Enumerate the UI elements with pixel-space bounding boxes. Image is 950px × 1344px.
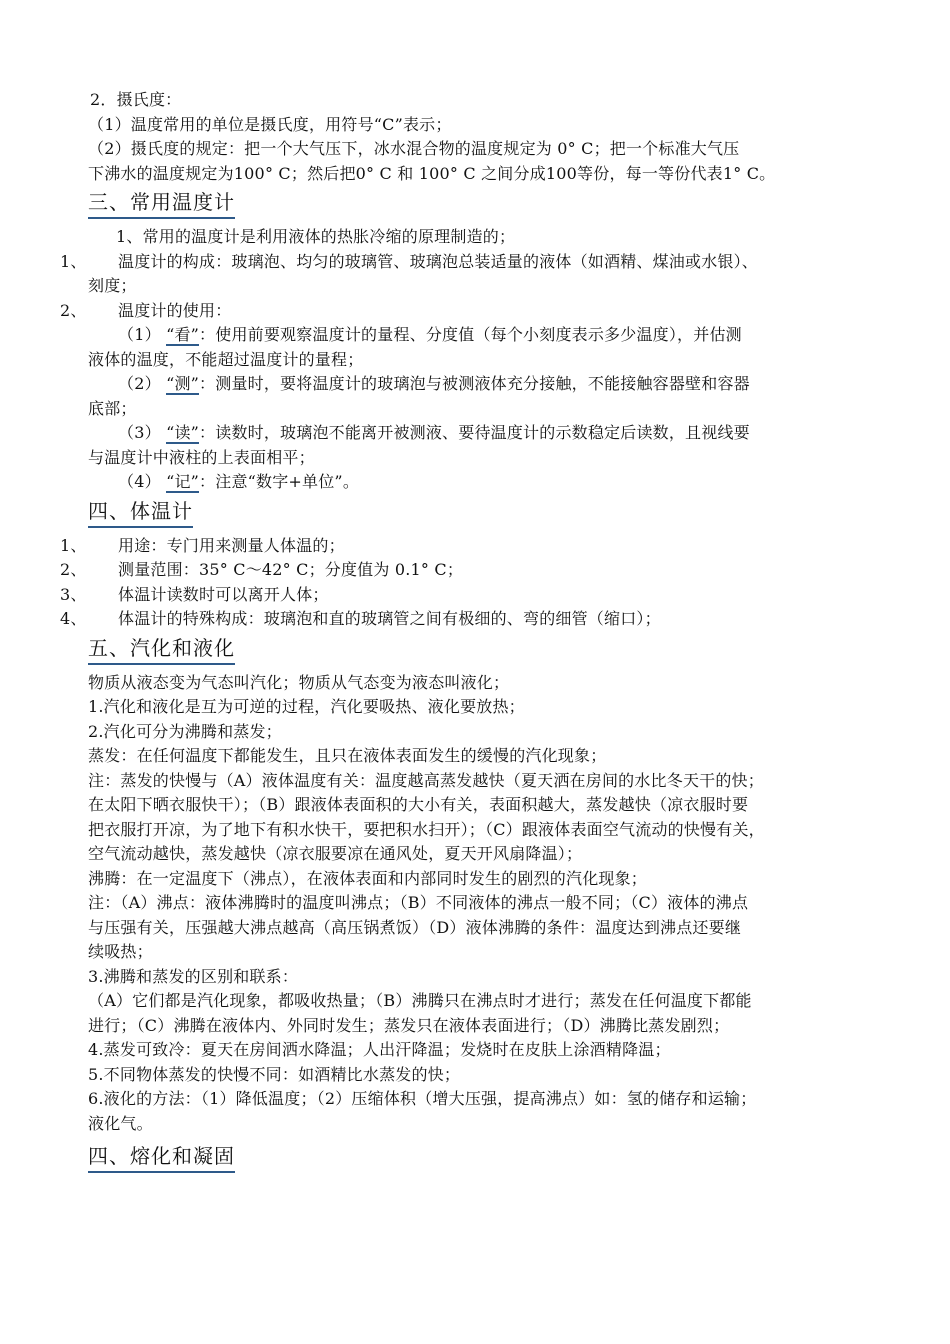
paragraph-line: 液体的温度，不能超过温度计的量程； (88, 349, 364, 369)
section-heading-vaporization: 五、汽化和液化 (88, 634, 235, 665)
paragraph-line: 1、常用的温度计是利用液体的热胀冷缩的原理制造的； (116, 227, 516, 246)
step-text: ：注意“数字+单位”。 (199, 472, 360, 491)
item-text: 温度计的构成：玻璃泡、均匀的玻璃管、玻璃泡总装适量的液体（如酒精、煤油或水银）、 (118, 251, 759, 271)
section-heading-thermometer: 三、常用温度计 (88, 188, 235, 219)
usage-step-read (88, 421, 863, 446)
step-keyword: “看” (166, 325, 200, 344)
numbered-item (60, 250, 863, 275)
paragraph-line: 注：（A）沸点：液体沸腾时的温度叫沸点；（B）不同液体的沸点一般不同；（C）液体的沸点 (88, 893, 749, 912)
paragraph-line: 在太阳下晒衣服快干）；（B）跟液体表面积的大小有关，表面积越大，蒸发越快（凉衣服时要 (88, 795, 749, 814)
usage-step-record (88, 470, 863, 495)
step-number: （2） (118, 374, 161, 393)
usage-step-look (88, 323, 863, 348)
paragraph-line: 5.不同物体蒸发的快慢不同：如酒精比水蒸发的快； (88, 1064, 461, 1084)
step-text: ：读数时，玻璃泡不能离开被测液、要待温度计的示数稳定后读数，且视线要 (199, 423, 750, 442)
step-number: （1） (118, 325, 161, 344)
item-number: 1、 (60, 535, 87, 555)
item-text: 体温计读数时可以离开人体； (118, 584, 329, 604)
paragraph-line: 1.汽化和液化是互为可逆的过程，汽化要吸热、液化要放热； (88, 697, 525, 716)
paragraph-line: 进行；（C）沸腾在液体内、外同时发生；蒸发只在液体表面进行；（D）沸腾比蒸发剧烈； (88, 1015, 730, 1035)
numbered-item (60, 558, 863, 583)
step-keyword: “记” (166, 472, 200, 491)
paragraph-line: （A）它们都是汽化现象，都吸收热量；（B）沸腾只在沸点时才进行；蒸发在任何温度下都能 (88, 991, 752, 1010)
item-text: 温度计的使用： (118, 300, 232, 320)
section-heading-clinical-thermometer: 四、体温计 (88, 497, 193, 528)
numbered-item (60, 299, 863, 324)
item-text: 体温计的特殊构成：玻璃泡和直的玻璃管之间有极细的、弯的细管（缩口）； (118, 609, 661, 628)
numbered-item (60, 607, 863, 632)
paragraph-line: 与温度计中液柱的上表面相平； (88, 447, 315, 467)
paragraph-line: （2）摄氏度的规定：把一个大气压下，冰水混合物的温度规定为 0° C；把一个标准大气压 (88, 139, 740, 158)
item-number: 2、 (60, 300, 87, 320)
document-page (60, 88, 863, 1179)
step-text: ：测量时，要将温度计的玻璃泡与被测液体充分接触，不能接触容器壁和容器 (199, 374, 750, 393)
numbered-item (60, 534, 863, 559)
section-heading-melting: 四、熔化和凝固 (88, 1142, 235, 1173)
item-number: 2、 (60, 560, 87, 579)
numbered-item (60, 583, 863, 608)
paragraph-line: 刻度； (88, 276, 137, 295)
item-text: 测量范围：35° C～42° C；分度值为 0.1° C； (118, 560, 464, 579)
paragraph-line: 蒸发：在任何温度下都能发生，且只在液体表面发生的缓慢的汽化现象； (88, 746, 607, 765)
step-text: ：使用前要观察温度计的量程、分度值（每个小刻度表示多少温度），并估测 (199, 325, 742, 344)
step-keyword: “测” (166, 374, 200, 393)
paragraph-line: 4.蒸发可致冷：夏天在房间洒水降温；人出汗降温；发烧时在皮肤上涂酒精降温； (88, 1040, 671, 1059)
item-number: 1、 (60, 251, 87, 271)
paragraph-line: 2.汽化可分为沸腾和蒸发； (88, 721, 282, 741)
section-2-title: 2．摄氏度： (90, 90, 182, 109)
paragraph-line: 续吸热； (88, 942, 153, 961)
paragraph-line: 底部； (88, 398, 137, 418)
paragraph-line: 空气流动越快，蒸发越快（凉衣服要凉在通风处，夏天开风扇降温）； (88, 844, 583, 863)
paragraph-line: 物质从液态变为气态叫汽化；物质从气态变为液态叫液化； (88, 672, 510, 692)
step-number: （4） (118, 472, 161, 491)
paragraph-line: 沸腾：在一定温度下（沸点），在液体表面和内部同时发生的剧烈的汽化现象； (88, 868, 648, 888)
paragraph-line: 6.液化的方法：（1）降低温度；（2）压缩体积（增大压强，提高沸点）如：氢的储存和运输； (88, 1089, 757, 1108)
paragraph-line: 3.沸腾和蒸发的区别和联系： (88, 966, 299, 986)
paragraph-line: 注：蒸发的快慢与（A）液体温度有关：温度越高蒸发越快（夏天洒在房间的水比冬天干的快； (88, 770, 764, 790)
usage-step-measure (88, 372, 863, 397)
item-text: 用途：专门用来测量人体温的； (118, 535, 345, 555)
step-keyword: “读” (166, 423, 200, 442)
item-number: 4、 (60, 609, 87, 628)
paragraph-line: （1）温度常用的单位是摄氏度，用符号“C”表示； (88, 114, 452, 134)
paragraph-line: 把衣服打开凉，为了地下有积水快干，要把积水扫开）；（C）跟液体表面空气流动的快慢有关， (88, 819, 765, 839)
step-number: （3） (118, 423, 161, 442)
paragraph-line: 下沸水的温度规定为100° C；然后把0° C 和 100° C 之间分成100等份，每一等份代表1° C。 (88, 163, 776, 183)
item-number: 3、 (60, 584, 87, 604)
paragraph-line: 与压强有关，压强越大沸点越高（高压锅煮饭）（D）液体沸腾的条件：温度达到沸点还要继 (88, 917, 742, 937)
paragraph-line: 液化气。 (88, 1113, 153, 1133)
